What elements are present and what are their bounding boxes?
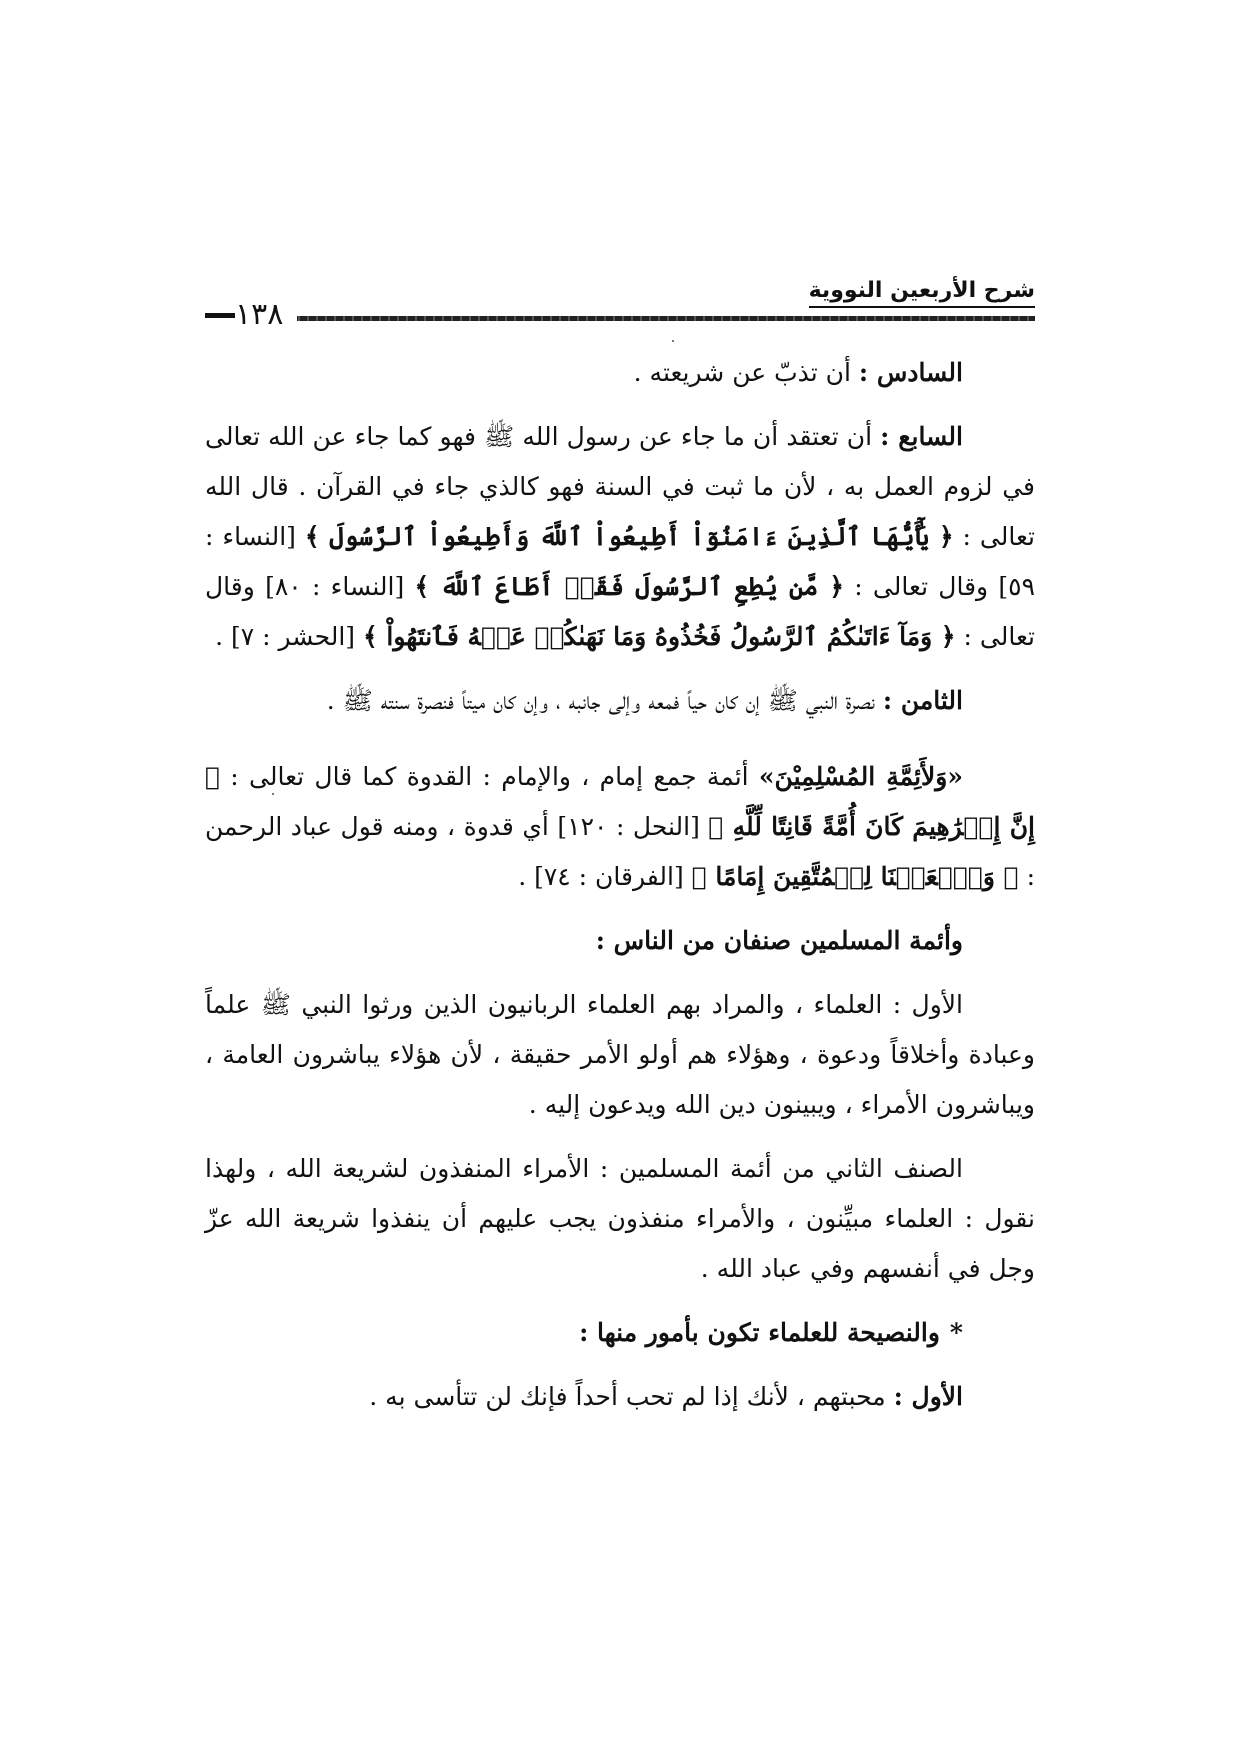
page-body <box>205 348 1035 1436</box>
scan-speck <box>672 340 674 342</box>
paragraph-lead: السابع : <box>880 422 963 451</box>
running-title: شرح الأربعين النووية <box>809 278 1035 308</box>
verse-reference: [النساء : ٨٠] وقال تعالى : <box>205 572 1035 651</box>
quran-verse: ﴿ وَمَآ ءَاتَىٰكُمُ ٱلرَّسُولُ فَخُذُوهُ وَمَا نَهَىٰكُمۡ عَنۡهُ فَٱنتَهُواْ ﴾ <box>363 622 956 651</box>
paragraph-text: أئمة جمع إمام ، والإمام : القدوة كما قال تعالى : <box>220 762 759 791</box>
section-heading <box>205 916 1035 966</box>
verse-reference: [النساء : ٥٩] وقال تعالى : <box>205 522 1035 601</box>
paragraph-first-advice <box>205 1372 1035 1422</box>
paragraph-imams <box>205 752 1035 902</box>
quran-verse: ﴿ وَٱجۡعَلۡنَا لِلۡمُتَّقِينَ إِمَامًا ﴾ <box>691 862 1019 891</box>
paragraph-second-type <box>205 1144 1035 1294</box>
page-number-bar <box>205 313 235 318</box>
paragraph-text: أن تذبّ عن شريعته . <box>633 358 859 387</box>
paragraph-text: محبتهم ، لأنك إذا لم تحب أحداً فإنك لن تتأسى به . <box>369 1382 894 1411</box>
paragraph-lead: الثامن : <box>882 686 963 715</box>
scan-speck <box>272 793 274 795</box>
quran-verse: ﴿ يَٰٓأَيُّهَا ٱلَّذِينَ ءَامَنُوٓاْ أَطِيعُواْ ٱللَّهَ وَأَطِيعُواْ ٱلرَّسُولَ ﴾ <box>304 522 954 551</box>
paragraph-sixth <box>205 348 1035 398</box>
paragraph-text: الأول : العلماء ، والمراد بهم العلماء الربانيون الذين ورثوا النبي ﷺ علماً وعبادة وأخلاقاً ودعوة ، وهؤلاء هم أولو الأمر حقيقة ، لأن هؤلاء يباشرون العامة ، ويباشرون الأمراء ، ويبينون دين الله ويدعون إليه . <box>205 990 1035 1119</box>
verse-reference: [الفرقان : ٧٤] . <box>518 862 692 891</box>
quran-verse: ﴿ إِنَّ إِبۡرَٰهِيمَ كَانَ أُمَّةً قَانِتًا لِّلَّهِ ﴾ <box>205 762 1035 841</box>
paragraph-first-type <box>205 980 1035 1130</box>
paragraph-lead: السادس : <box>858 358 963 387</box>
asterisk-marker: * <box>949 1318 963 1347</box>
page-header <box>205 278 1035 330</box>
hadith-quote: «وَلأَئِمَّةِ المُسْلِمِيْنَ» <box>758 762 963 791</box>
paragraph-eighth <box>205 676 1035 726</box>
heading-text: والنصيحة للعلماء تكون بأمور منها : <box>579 1318 940 1347</box>
page-number: ١٣٨ <box>235 297 284 332</box>
heading-text: وأئمة المسلمين صنفان من الناس : <box>595 926 963 955</box>
paragraph-lead: الأول : <box>893 1382 963 1411</box>
verse-reference: [النحل : ١٢٠] أي قدوة ، ومنه قول عباد الرحمن : <box>205 812 1035 891</box>
verse-reference: [الحشر : ٧] . <box>215 622 364 651</box>
paragraph-text: الصنف الثاني من أئمة المسلمين : الأمراء المنفذون لشريعة الله ، ولهذا نقول : العلماء مبيِّنون ، والأمراء منفذون يجب عليهم أن ينفذوا شريعة الله عزّ وجل في أنفسهم وفي عباد الله . <box>205 1154 1035 1283</box>
header-rule <box>205 316 1035 321</box>
quran-verse: ﴿ مَّن يُطِعِ ٱلرَّسُولَ فَقَدۡ أَطَاعَ ٱللَّهَ ﴾ <box>414 572 844 601</box>
paragraph-text: نصرة النبي ﷺ إن كان حياً فمعه وإلى جانبه ، وإن كان ميتاً فنصرة سنته ﷺ . <box>326 686 883 715</box>
paragraph-seventh <box>205 412 1035 662</box>
subsection-heading <box>205 1308 1035 1358</box>
paragraph-text: أن تعتقد أن ما جاء عن رسول الله ﷺ فهو كما جاء عن الله تعالى في لزوم العمل به ، لأن ما ثبت في السنة فهو كالذي جاء في القرآن . قال الله تعالى : <box>205 422 1035 551</box>
page-number-block <box>205 298 297 332</box>
